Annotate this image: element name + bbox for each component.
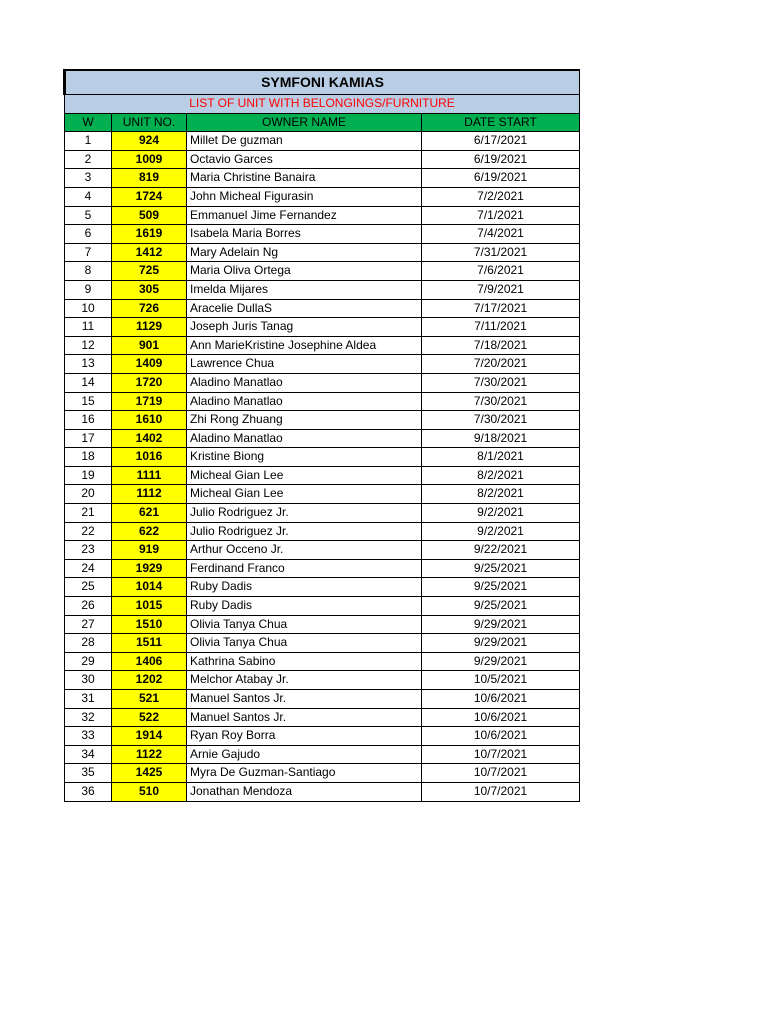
owner-name-cell: John Micheal Figurasin xyxy=(187,187,422,206)
table-row xyxy=(65,522,580,541)
owner-name-cell: Aladino Manatlao xyxy=(187,392,422,411)
table-row xyxy=(65,150,580,169)
row-number-cell: 5 xyxy=(65,206,112,225)
date-start-cell: 9/2/2021 xyxy=(422,504,580,523)
row-number-cell: 35 xyxy=(65,764,112,783)
table-row xyxy=(65,187,580,206)
table-row xyxy=(65,671,580,690)
unit-number-cell: 1425 xyxy=(112,764,187,783)
owner-name-cell: Maria Oliva Ortega xyxy=(187,262,422,281)
date-start-cell: 9/29/2021 xyxy=(422,634,580,653)
table-row xyxy=(65,652,580,671)
unit-number-cell: 1014 xyxy=(112,578,187,597)
row-number-cell: 26 xyxy=(65,597,112,616)
date-start-cell: 10/5/2021 xyxy=(422,671,580,690)
date-start-cell: 9/18/2021 xyxy=(422,429,580,448)
date-start-cell: 7/1/2021 xyxy=(422,206,580,225)
owner-name-cell: Ryan Roy Borra xyxy=(187,727,422,746)
unit-number-cell: 725 xyxy=(112,262,187,281)
row-number-cell: 7 xyxy=(65,243,112,262)
row-number-cell: 32 xyxy=(65,708,112,727)
unit-number-cell: 1015 xyxy=(112,597,187,616)
owner-name-cell: Olivia Tanya Chua xyxy=(187,615,422,634)
unit-number-cell: 726 xyxy=(112,299,187,318)
owner-name-cell: Octavio Garces xyxy=(187,150,422,169)
date-start-cell: 6/19/2021 xyxy=(422,169,580,188)
unit-number-cell: 1719 xyxy=(112,392,187,411)
table-row xyxy=(65,782,580,801)
column-header-date-start: DATE START xyxy=(422,113,580,132)
unit-number-cell: 924 xyxy=(112,132,187,151)
date-start-cell: 8/1/2021 xyxy=(422,448,580,467)
column-header-row xyxy=(65,113,580,132)
row-number-cell: 18 xyxy=(65,448,112,467)
row-number-cell: 29 xyxy=(65,652,112,671)
row-number-cell: 6 xyxy=(65,225,112,244)
date-start-cell: 9/29/2021 xyxy=(422,652,580,671)
date-start-cell: 10/6/2021 xyxy=(422,690,580,709)
unit-number-cell: 1009 xyxy=(112,150,187,169)
owner-name-cell: Micheal Gian Lee xyxy=(187,485,422,504)
table-row xyxy=(65,411,580,430)
owner-name-cell: Isabela Maria Borres xyxy=(187,225,422,244)
owner-name-cell: Aracelie DullaS xyxy=(187,299,422,318)
date-start-cell: 9/2/2021 xyxy=(422,522,580,541)
unit-number-cell: 1111 xyxy=(112,466,187,485)
unit-number-cell: 522 xyxy=(112,708,187,727)
unit-number-cell: 1511 xyxy=(112,634,187,653)
unit-number-cell: 1720 xyxy=(112,373,187,392)
row-number-cell: 1 xyxy=(65,132,112,151)
row-number-cell: 31 xyxy=(65,690,112,709)
column-header-unit-no: UNIT NO. xyxy=(112,113,187,132)
row-number-cell: 21 xyxy=(65,504,112,523)
owner-name-cell: Aladino Manatlao xyxy=(187,429,422,448)
owner-name-cell: Mary Adelain Ng xyxy=(187,243,422,262)
table-row xyxy=(65,392,580,411)
unit-number-cell: 305 xyxy=(112,280,187,299)
table-row xyxy=(65,597,580,616)
row-number-cell: 15 xyxy=(65,392,112,411)
owner-name-cell: Manuel Santos Jr. xyxy=(187,690,422,709)
owner-name-cell: Julio Rodriguez Jr. xyxy=(187,522,422,541)
date-start-cell: 9/25/2021 xyxy=(422,597,580,616)
row-number-cell: 33 xyxy=(65,727,112,746)
date-start-cell: 10/6/2021 xyxy=(422,727,580,746)
owner-name-cell: Micheal Gian Lee xyxy=(187,466,422,485)
column-header-w: W xyxy=(65,113,112,132)
row-number-cell: 20 xyxy=(65,485,112,504)
row-number-cell: 2 xyxy=(65,150,112,169)
row-number-cell: 28 xyxy=(65,634,112,653)
row-number-cell: 23 xyxy=(65,541,112,560)
unit-number-cell: 1412 xyxy=(112,243,187,262)
unit-number-cell: 1610 xyxy=(112,411,187,430)
date-start-cell: 7/6/2021 xyxy=(422,262,580,281)
table-row xyxy=(65,615,580,634)
table-row xyxy=(65,485,580,504)
table-row xyxy=(65,690,580,709)
row-number-cell: 14 xyxy=(65,373,112,392)
date-start-cell: 7/9/2021 xyxy=(422,280,580,299)
owner-name-cell: Arnie Gajudo xyxy=(187,745,422,764)
table-row xyxy=(65,559,580,578)
unit-number-cell: 919 xyxy=(112,541,187,560)
row-number-cell: 10 xyxy=(65,299,112,318)
table-row xyxy=(65,206,580,225)
date-start-cell: 7/2/2021 xyxy=(422,187,580,206)
unit-number-cell: 521 xyxy=(112,690,187,709)
owner-name-cell: Ferdinand Franco xyxy=(187,559,422,578)
owner-name-cell: Aladino Manatlao xyxy=(187,373,422,392)
owner-name-cell: Emmanuel Jime Fernandez xyxy=(187,206,422,225)
owner-name-cell: Imelda Mijares xyxy=(187,280,422,299)
owner-name-cell: Kristine Biong xyxy=(187,448,422,467)
table-row xyxy=(65,225,580,244)
table-row xyxy=(65,318,580,337)
owner-name-cell: Julio Rodriguez Jr. xyxy=(187,504,422,523)
row-number-cell: 9 xyxy=(65,280,112,299)
date-start-cell: 7/31/2021 xyxy=(422,243,580,262)
title-row xyxy=(65,70,580,95)
unit-number-cell: 1406 xyxy=(112,652,187,671)
owner-name-cell: Ruby Dadis xyxy=(187,578,422,597)
date-start-cell: 8/2/2021 xyxy=(422,485,580,504)
owner-name-cell: Arthur Occeno Jr. xyxy=(187,541,422,560)
row-number-cell: 27 xyxy=(65,615,112,634)
table-body xyxy=(65,132,580,801)
table-row xyxy=(65,578,580,597)
table-row xyxy=(65,280,580,299)
table-row xyxy=(65,727,580,746)
table-row xyxy=(65,504,580,523)
sheet-subtitle: LIST OF UNIT WITH BELONGINGS/FURNITURE xyxy=(65,95,580,114)
date-start-cell: 9/29/2021 xyxy=(422,615,580,634)
row-number-cell: 17 xyxy=(65,429,112,448)
date-start-cell: 7/20/2021 xyxy=(422,355,580,374)
row-number-cell: 12 xyxy=(65,336,112,355)
unit-number-cell: 1914 xyxy=(112,727,187,746)
row-number-cell: 24 xyxy=(65,559,112,578)
row-number-cell: 8 xyxy=(65,262,112,281)
table-row xyxy=(65,466,580,485)
row-number-cell: 19 xyxy=(65,466,112,485)
date-start-cell: 6/19/2021 xyxy=(422,150,580,169)
unit-number-cell: 621 xyxy=(112,504,187,523)
row-number-cell: 30 xyxy=(65,671,112,690)
owner-name-cell: Kathrina Sabino xyxy=(187,652,422,671)
table-row xyxy=(65,262,580,281)
table-row xyxy=(65,355,580,374)
table-row xyxy=(65,169,580,188)
date-start-cell: 7/17/2021 xyxy=(422,299,580,318)
row-number-cell: 36 xyxy=(65,782,112,801)
table-row xyxy=(65,299,580,318)
date-start-cell: 10/7/2021 xyxy=(422,764,580,783)
date-start-cell: 7/30/2021 xyxy=(422,373,580,392)
table-row xyxy=(65,243,580,262)
unit-number-cell: 1129 xyxy=(112,318,187,337)
unit-number-cell: 622 xyxy=(112,522,187,541)
table-row xyxy=(65,373,580,392)
date-start-cell: 10/7/2021 xyxy=(422,745,580,764)
row-number-cell: 4 xyxy=(65,187,112,206)
date-start-cell: 8/2/2021 xyxy=(422,466,580,485)
unit-number-cell: 1402 xyxy=(112,429,187,448)
date-start-cell: 10/7/2021 xyxy=(422,782,580,801)
row-number-cell: 11 xyxy=(65,318,112,337)
unit-number-cell: 1510 xyxy=(112,615,187,634)
date-start-cell: 7/18/2021 xyxy=(422,336,580,355)
owner-name-cell: Jonathan Mendoza xyxy=(187,782,422,801)
date-start-cell: 7/30/2021 xyxy=(422,411,580,430)
table-row xyxy=(65,541,580,560)
row-number-cell: 34 xyxy=(65,745,112,764)
date-start-cell: 7/4/2021 xyxy=(422,225,580,244)
table-row xyxy=(65,764,580,783)
owner-name-cell: Zhi Rong Zhuang xyxy=(187,411,422,430)
unit-number-cell: 901 xyxy=(112,336,187,355)
owner-name-cell: Ruby Dadis xyxy=(187,597,422,616)
table-row xyxy=(65,448,580,467)
table-row xyxy=(65,132,580,151)
table-row xyxy=(65,708,580,727)
owner-name-cell: Maria Christine Banaira xyxy=(187,169,422,188)
row-number-cell: 13 xyxy=(65,355,112,374)
date-start-cell: 9/25/2021 xyxy=(422,559,580,578)
unit-number-cell: 1409 xyxy=(112,355,187,374)
column-header-owner-name: OWNER NAME xyxy=(187,113,422,132)
unit-number-cell: 1016 xyxy=(112,448,187,467)
date-start-cell: 9/25/2021 xyxy=(422,578,580,597)
unit-list-table xyxy=(63,69,580,802)
sheet-title: SYMFONI KAMIAS xyxy=(65,70,580,95)
unit-number-cell: 510 xyxy=(112,782,187,801)
row-number-cell: 16 xyxy=(65,411,112,430)
row-number-cell: 22 xyxy=(65,522,112,541)
unit-number-cell: 1929 xyxy=(112,559,187,578)
date-start-cell: 10/6/2021 xyxy=(422,708,580,727)
date-start-cell: 9/22/2021 xyxy=(422,541,580,560)
owner-name-cell: Ann MarieKristine Josephine Aldea xyxy=(187,336,422,355)
unit-number-cell: 1122 xyxy=(112,745,187,764)
owner-name-cell: Millet De guzman xyxy=(187,132,422,151)
owner-name-cell: Myra De Guzman-Santiago xyxy=(187,764,422,783)
date-start-cell: 6/17/2021 xyxy=(422,132,580,151)
unit-number-cell: 1112 xyxy=(112,485,187,504)
owner-name-cell: Melchor Atabay Jr. xyxy=(187,671,422,690)
table-row xyxy=(65,336,580,355)
owner-name-cell: Joseph Juris Tanag xyxy=(187,318,422,337)
table-row xyxy=(65,745,580,764)
subtitle-row xyxy=(65,95,580,114)
date-start-cell: 7/30/2021 xyxy=(422,392,580,411)
unit-number-cell: 1202 xyxy=(112,671,187,690)
table-row xyxy=(65,634,580,653)
owner-name-cell: Olivia Tanya Chua xyxy=(187,634,422,653)
unit-number-cell: 1724 xyxy=(112,187,187,206)
row-number-cell: 3 xyxy=(65,169,112,188)
date-start-cell: 7/11/2021 xyxy=(422,318,580,337)
unit-number-cell: 819 xyxy=(112,169,187,188)
owner-name-cell: Lawrence Chua xyxy=(187,355,422,374)
unit-number-cell: 509 xyxy=(112,206,187,225)
row-number-cell: 25 xyxy=(65,578,112,597)
table-row xyxy=(65,429,580,448)
owner-name-cell: Manuel Santos Jr. xyxy=(187,708,422,727)
unit-number-cell: 1619 xyxy=(112,225,187,244)
